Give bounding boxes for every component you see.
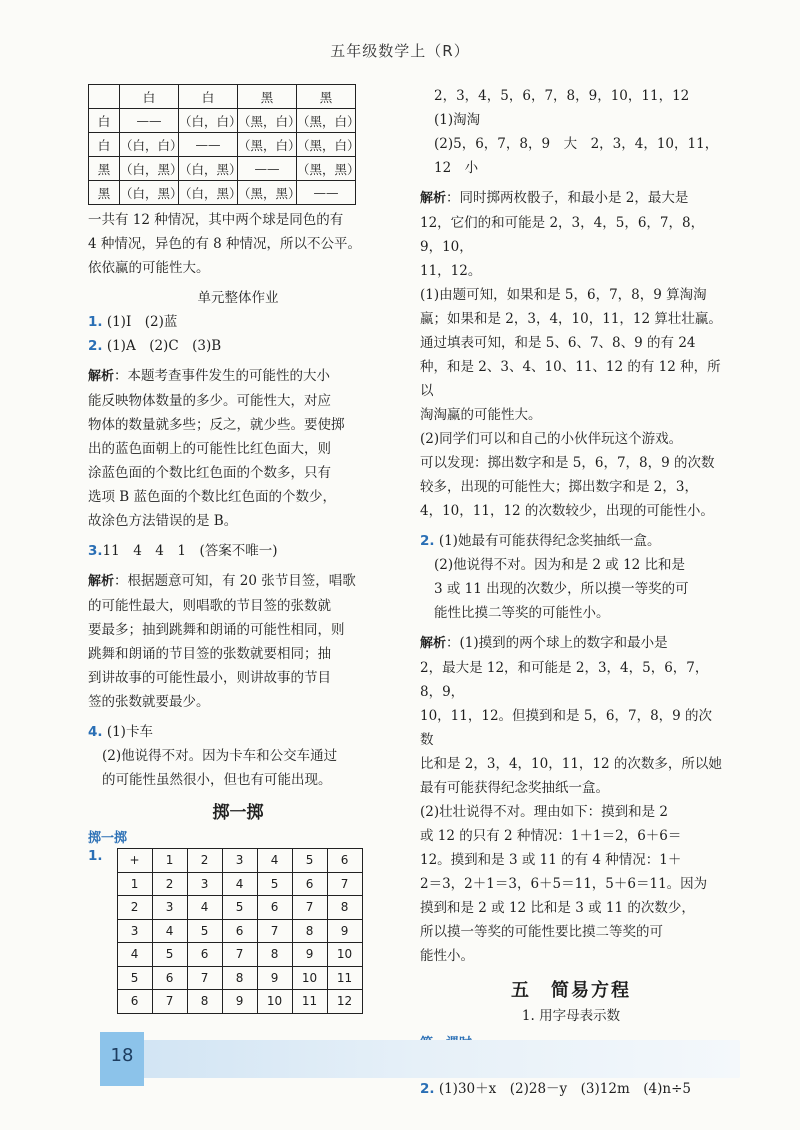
text-line: 选项 B 蓝色面的个数比红色面的个数少， bbox=[88, 489, 337, 505]
answer-text: (1)A (2)C (3)B bbox=[106, 338, 222, 354]
table-cell: 白 bbox=[89, 133, 120, 157]
table-cell: 白 bbox=[120, 85, 179, 109]
chapter-title: 五 简易方程 bbox=[511, 980, 631, 1001]
table-cell: 9 bbox=[222, 990, 257, 1014]
table-cell: 10 bbox=[292, 966, 327, 990]
text-line: (2)他说得不对。因为和是 2 或 12 比和是 bbox=[434, 557, 686, 573]
text-line: 能反映物体数量的多少。可能性大，对应 bbox=[88, 393, 331, 409]
table-cell: 4 bbox=[257, 849, 292, 873]
text-line: 跳舞和朗诵的节目签的张数就要相同；抽 bbox=[88, 646, 331, 662]
text-line: 要最多；抽到跳舞和朗诵的可能性相同，则 bbox=[88, 622, 345, 638]
table-cell: 黑 bbox=[297, 85, 356, 109]
table-cell: —— bbox=[120, 109, 179, 133]
table-cell: 黑 bbox=[89, 181, 120, 205]
addition-table-block bbox=[88, 848, 388, 1014]
text-line: 4，10，11，12 的次数较少，出现的可能性小。 bbox=[420, 503, 714, 519]
text-line: 12，它们的和可能是 2，3，4，5，6，7，8，9，10， bbox=[420, 215, 705, 255]
table-cell: （白，黑） bbox=[120, 157, 179, 181]
answer-line bbox=[88, 310, 388, 334]
subsection-label: 掷一掷 bbox=[88, 831, 128, 846]
text-line: 2，3，4，5，6，7，8，9，10，11，12 bbox=[434, 88, 690, 104]
table-cell: 白 bbox=[89, 109, 120, 133]
table-row bbox=[89, 133, 356, 157]
table-cell: 3 bbox=[187, 872, 222, 896]
text-line: ：本题考查事件发生的可能性的大小 bbox=[114, 368, 331, 384]
text-line: 4 种情况，异色的有 8 种情况，所以不公平。 bbox=[88, 236, 362, 252]
text-line: 故涂色方法错误的是 B。 bbox=[88, 513, 238, 529]
table-cell: 9 bbox=[292, 943, 327, 967]
text-line: 或 12 的只有 2 种情况：1＋1＝2，6＋6＝ bbox=[420, 828, 682, 844]
answer-text: 11 4 4 1 (答案不唯一) bbox=[102, 543, 278, 559]
analysis-line bbox=[420, 186, 722, 211]
analysis-label: 解析 bbox=[88, 574, 115, 589]
table-cell: 1 bbox=[152, 849, 187, 873]
text-line: 的可能性虽然很小，但也有可能出现。 bbox=[102, 772, 332, 788]
table-row bbox=[117, 849, 362, 873]
text-line: 12。摸到和是 3 或 11 的有 4 种情况：1＋ bbox=[420, 852, 682, 868]
table-cell: 7 bbox=[327, 872, 362, 896]
text-line: 2，最大是 12，和可能是 2，3，4，5，6，7，8，9， bbox=[420, 660, 709, 700]
table-cell: 4 bbox=[222, 872, 257, 896]
text-line: 10，11，12。但摸到和是 5，6，7，8，9 的次数 bbox=[420, 708, 713, 748]
table-cell: 6 bbox=[187, 943, 222, 967]
table-cell: （白，黑） bbox=[179, 157, 238, 181]
table-cell: 8 bbox=[222, 966, 257, 990]
table-cell: （白，白） bbox=[120, 133, 179, 157]
question-number: 4. bbox=[88, 724, 103, 740]
table-cell: 白 bbox=[179, 85, 238, 109]
analysis-line bbox=[88, 364, 388, 389]
table-cell: 10 bbox=[257, 990, 292, 1014]
table-cell: 9 bbox=[327, 919, 362, 943]
table-cell: 8 bbox=[187, 990, 222, 1014]
analysis-label: 解析 bbox=[420, 636, 447, 651]
table-cell: 2 bbox=[152, 872, 187, 896]
text-line: 摸到和是 2 或 12 比和是 3 或 11 的次数少， bbox=[420, 900, 695, 916]
answer-text: (1)30＋x (2)28－y (3)12m (4)n÷5 bbox=[438, 1081, 691, 1097]
table-cell: 5 bbox=[292, 849, 327, 873]
table-row bbox=[117, 990, 362, 1014]
answer-line bbox=[420, 529, 722, 553]
footer-bar bbox=[100, 1040, 740, 1078]
text-line: 出的蓝色面朝上的可能性比红色面大，则 bbox=[88, 441, 331, 457]
left-column bbox=[88, 84, 388, 1014]
table-cell: 8 bbox=[257, 943, 292, 967]
table-cell: 11 bbox=[327, 966, 362, 990]
table-cell: —— bbox=[297, 181, 356, 205]
table-cell: 4 bbox=[152, 919, 187, 943]
table-cell: （黑，黑） bbox=[297, 157, 356, 181]
table-cell: 11 bbox=[292, 990, 327, 1014]
table-header-row bbox=[89, 85, 356, 109]
table-cell: 4 bbox=[187, 896, 222, 920]
text-line: 签的张数就要最少。 bbox=[88, 694, 210, 710]
answer-text: (1)她最有可能获得纪念奖抽纸一盒。 bbox=[438, 533, 661, 549]
analysis-line bbox=[420, 631, 722, 656]
table-cell: —— bbox=[238, 157, 297, 181]
text-line: 较多，出现的可能性大；掷出数字和是 2，3， bbox=[420, 479, 698, 495]
table-cell: 10 bbox=[327, 943, 362, 967]
text-line: 2＝3，2＋1＝3，6＋5＝11，5＋6＝11。因为 bbox=[420, 876, 708, 892]
table-cell: 5 bbox=[187, 919, 222, 943]
table-cell: 7 bbox=[222, 943, 257, 967]
table-row bbox=[89, 157, 356, 181]
text-line: ：同时掷两枚骰子，和最小是 2，最大是 bbox=[446, 190, 689, 206]
text-line: 11，12。 bbox=[420, 263, 482, 279]
table-row bbox=[117, 872, 362, 896]
table-row bbox=[117, 896, 362, 920]
table-cell: 黑 bbox=[238, 85, 297, 109]
table-cell: 7 bbox=[257, 919, 292, 943]
table-cell: + bbox=[117, 849, 152, 873]
text-line: ：根据题意可知，有 20 张节目签，唱歌 bbox=[114, 573, 356, 589]
table-cell: 7 bbox=[152, 990, 187, 1014]
color-table bbox=[88, 84, 360, 205]
table-cell: （黑，白） bbox=[238, 133, 297, 157]
question-number: 1. bbox=[88, 848, 103, 864]
question-number: 2. bbox=[88, 338, 103, 354]
table-cell: 6 bbox=[292, 872, 327, 896]
table-cell: 2 bbox=[187, 849, 222, 873]
text-line: 能性小。 bbox=[420, 948, 474, 964]
table-cell: （白，黑） bbox=[179, 181, 238, 205]
table-cell: 7 bbox=[292, 896, 327, 920]
table-cell: 9 bbox=[257, 966, 292, 990]
question-number: 2. bbox=[420, 533, 435, 549]
table-cell: 5 bbox=[222, 896, 257, 920]
table-cell: 5 bbox=[257, 872, 292, 896]
answer-line bbox=[88, 539, 388, 563]
table-cell: —— bbox=[179, 133, 238, 157]
question-number: 2. bbox=[420, 1081, 435, 1097]
table-cell: 6 bbox=[117, 990, 152, 1014]
addition-table bbox=[117, 848, 363, 1014]
table-cell: 8 bbox=[327, 896, 362, 920]
text-line: 所以摸一等奖的可能性要比摸二等奖的可 bbox=[420, 924, 663, 940]
text-line: 物体的数量就多些；反之，就少些。要使掷 bbox=[88, 417, 345, 433]
analysis-label: 解析 bbox=[420, 191, 447, 206]
table-cell: 3 bbox=[152, 896, 187, 920]
table-row bbox=[117, 943, 362, 967]
table-cell: 5 bbox=[117, 966, 152, 990]
table-cell: 1 bbox=[117, 872, 152, 896]
table-cell: （黑，白） bbox=[238, 109, 297, 133]
answer-line bbox=[88, 720, 388, 744]
answer-line bbox=[88, 334, 388, 358]
text-line: 比和是 2，3，4，10，11，12 的次数多，所以她 bbox=[420, 756, 722, 772]
table-cell: 4 bbox=[117, 943, 152, 967]
table-row bbox=[89, 109, 356, 133]
table-cell: 3 bbox=[117, 919, 152, 943]
text-line: (2)5，6，7，8，9 大 2，3，4，10，11，12 小 bbox=[434, 136, 719, 176]
text-line: (1)由题可知，如果和是 5，6，7，8，9 算淘淘 bbox=[420, 287, 707, 303]
text-line: 淘淘赢的可能性大。 bbox=[420, 407, 542, 423]
text-line: 涂蓝色面的个数比红色面的个数多，只有 bbox=[88, 465, 331, 481]
table-row bbox=[117, 966, 362, 990]
table-cell: （黑，白） bbox=[297, 109, 356, 133]
text-line: 通过填表可知，和是 5、6、7、8、9 的有 24 bbox=[420, 335, 696, 351]
answer-text: (1)卡车 bbox=[106, 724, 153, 740]
page-header: 五年级数学上（R） bbox=[330, 42, 470, 60]
table-cell: （黑，黑） bbox=[238, 181, 297, 205]
table-cell: 6 bbox=[152, 966, 187, 990]
right-column bbox=[420, 84, 722, 1101]
text-line: 一共有 12 种情况，其中两个球是同色的有 bbox=[88, 212, 344, 228]
text-line: 依依赢的可能性大。 bbox=[88, 260, 210, 276]
table-cell: 6 bbox=[222, 919, 257, 943]
analysis-label: 解析 bbox=[88, 369, 115, 384]
table-cell: （黑，白） bbox=[297, 133, 356, 157]
question-number: 1. bbox=[88, 314, 103, 330]
table-cell: 黑 bbox=[89, 157, 120, 181]
chapter-subtitle: 1. 用字母表示数 bbox=[521, 1008, 621, 1024]
text-line: (2)壮壮说得不对。理由如下：摸到和是 2 bbox=[420, 804, 669, 820]
answer-line bbox=[420, 1077, 722, 1101]
text-line: 3 或 11 出现的次数少，所以摸一等奖的可 bbox=[434, 581, 689, 597]
table-cell: 2 bbox=[117, 896, 152, 920]
section-title: 单元整体作业 bbox=[197, 290, 279, 306]
section-heading: 掷一掷 bbox=[212, 803, 264, 823]
table-cell: 6 bbox=[257, 896, 292, 920]
answer-text: (1)I (2)蓝 bbox=[106, 314, 178, 330]
table-cell: 5 bbox=[152, 943, 187, 967]
text-line: (2)同学们可以和自己的小伙伴玩这个游戏。 bbox=[420, 431, 683, 447]
question-number: 3. bbox=[88, 543, 103, 559]
table-cell: 8 bbox=[292, 919, 327, 943]
table-cell: （白，黑） bbox=[120, 181, 179, 205]
table-cell: （白，白） bbox=[179, 109, 238, 133]
analysis-line bbox=[88, 569, 388, 594]
table-row bbox=[117, 919, 362, 943]
text-line: 能性比摸二等奖的可能性小。 bbox=[434, 605, 610, 621]
text-line: (1)淘淘 bbox=[434, 112, 481, 128]
text-line: 种，和是 2、3、4、10、11、12 的有 12 种，所以 bbox=[420, 359, 721, 399]
text-line: 到讲故事的可能性最小，则讲故事的节目 bbox=[88, 670, 331, 686]
table-cell: 3 bbox=[222, 849, 257, 873]
text-line: 可以发现：掷出数字和是 5，6，7，8，9 的次数 bbox=[420, 455, 715, 471]
page-number: 18 bbox=[110, 1045, 134, 1066]
table-cell bbox=[89, 85, 120, 109]
text-line: 的可能性最大，则唱歌的节目签的张数就 bbox=[88, 598, 331, 614]
text-line: 最有可能获得纪念奖抽纸一盒。 bbox=[420, 780, 609, 796]
table-row bbox=[89, 181, 356, 205]
table-cell: 6 bbox=[327, 849, 362, 873]
text-line: ：(1)摸到的两个球上的数字和最小是 bbox=[446, 635, 668, 651]
text-line: 赢；如果和是 2，3，4，10，11，12 算壮壮赢。 bbox=[420, 311, 722, 327]
table-cell: 12 bbox=[327, 990, 362, 1014]
table-cell: 7 bbox=[187, 966, 222, 990]
text-line: (2)他说得不对。因为卡车和公交车通过 bbox=[102, 748, 338, 764]
